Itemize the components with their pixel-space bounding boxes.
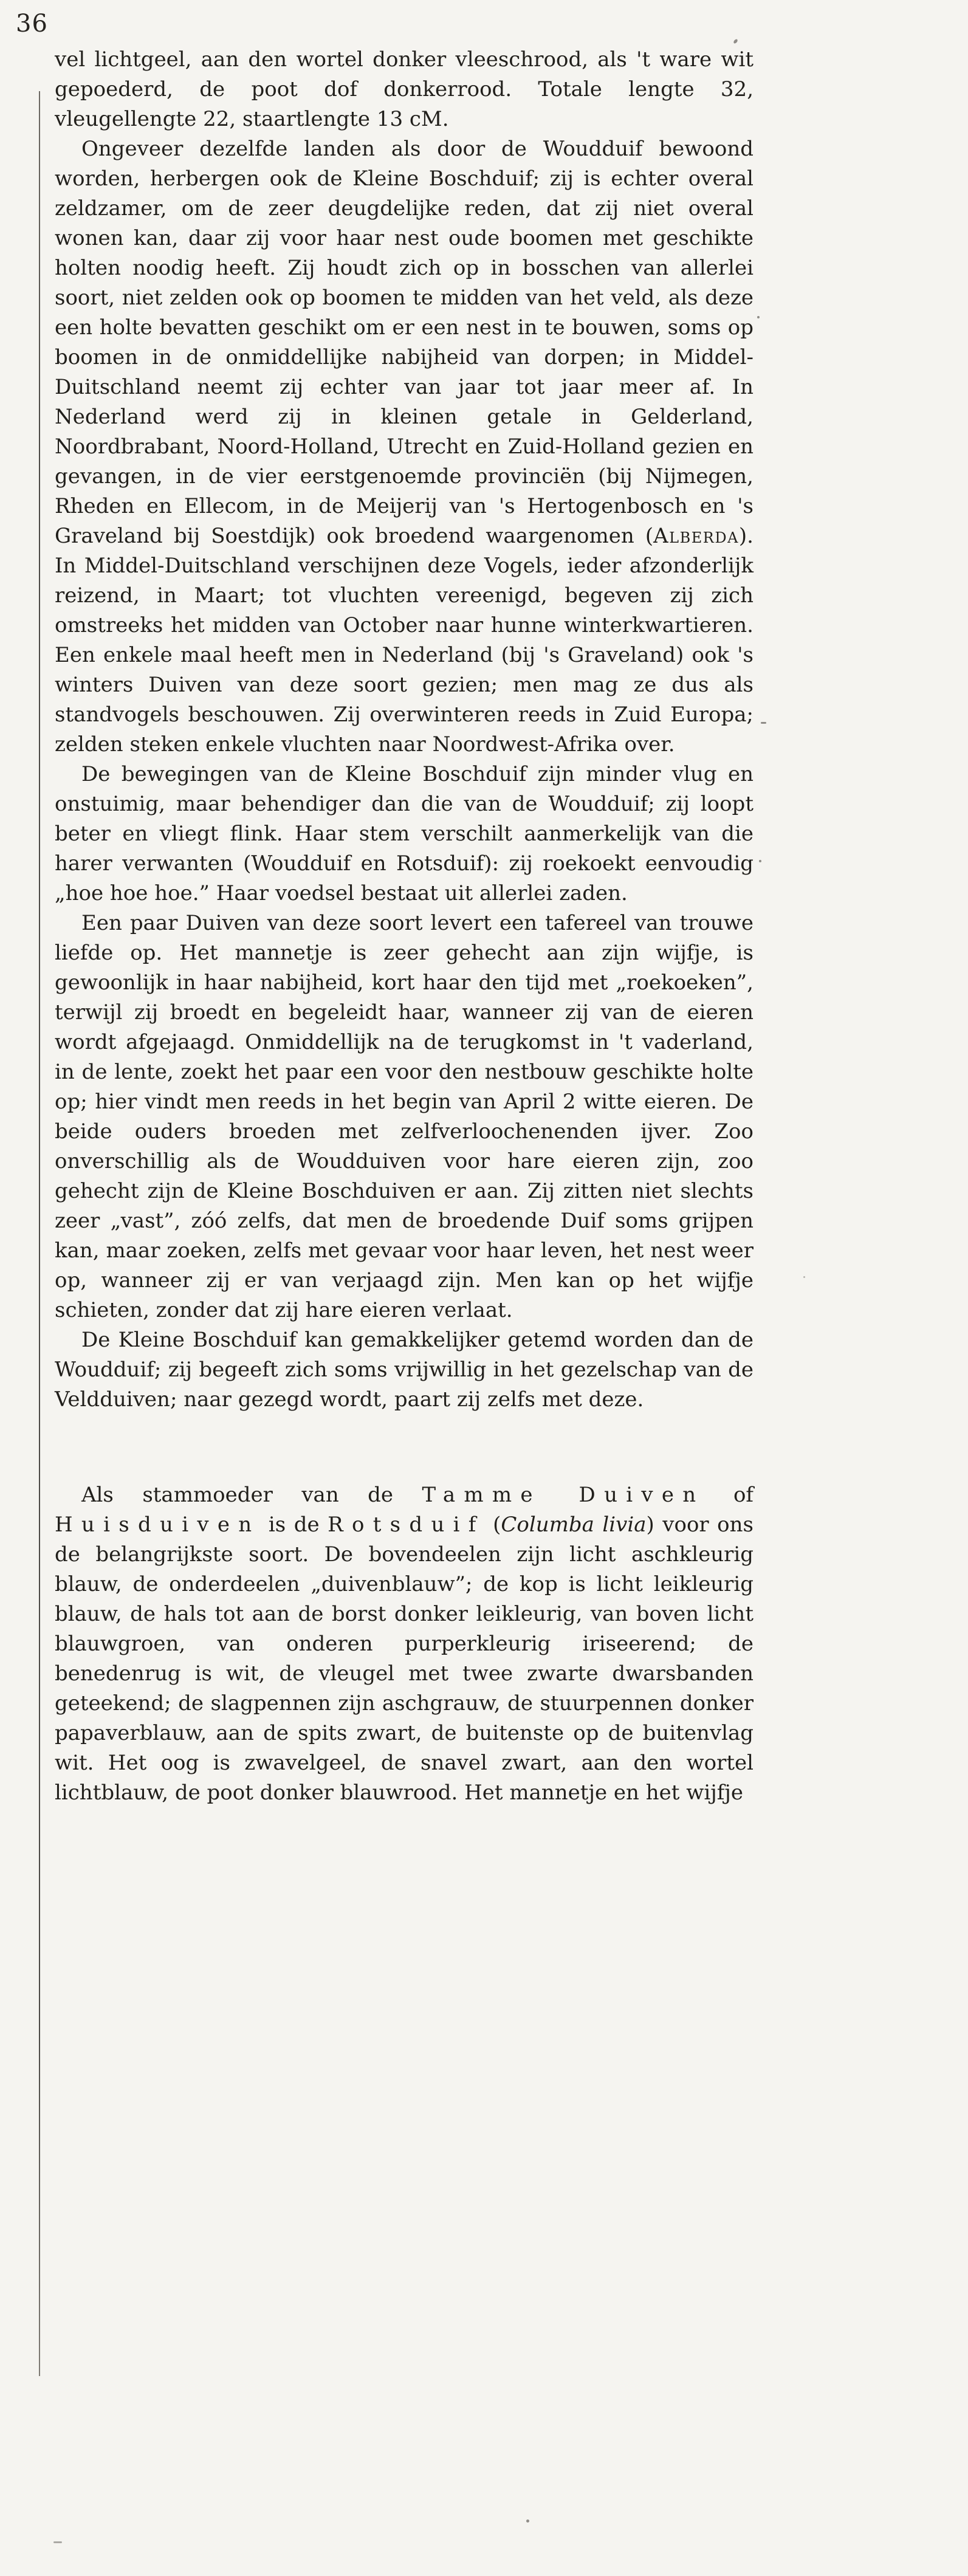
scan-speck xyxy=(803,1276,805,1278)
margin-rule xyxy=(39,91,40,2376)
text-run: ( xyxy=(484,1513,501,1537)
person-name: Alberda xyxy=(653,524,739,548)
paragraph xyxy=(55,1480,753,1808)
scan-speck xyxy=(757,316,760,318)
scan-speck xyxy=(759,860,761,862)
scan-speck xyxy=(526,2519,529,2523)
page-number: 36 xyxy=(16,10,48,38)
text-run: Ongeveer dezelfde landen als door de Woudduif bewoond worden, herbergen ook de Kleine Boschduif; zij is echter overal zeldzamer, om de zeer deugdelijke reden, dat zij niet overal wonen kan, daar zij voor haar nest oude boomen met geschikte holten noodig heeft. Zij houdt zich op in bosschen van allerlei soort, niet zelden ook op boomen te midden van het veld, als deze een holte bevatten geschikt om er een nest in te bouwen, soms op boomen in de onmiddellijke nabijheid van dorpen; in Middel-Duitschland neemt zij echter van jaar tot jaar meer af. In Nederland werd zij in kleinen getale in Gelderland, Noordbrabant, Noord-Holland, Utrecht en Zuid-Holland gezien en gevangen, in de vier eerstgenoemde provinciën (bij Nijmegen, Rheden en Ellecom, in de Meijerij van 's Hertogenbosch en 's Graveland bij Soestdijk) ook broedend waargenomen ( xyxy=(55,137,753,548)
paragraph xyxy=(55,908,753,1325)
emphasized-term: Tamme Duiven xyxy=(422,1483,705,1507)
species-name: Columba livia xyxy=(501,1513,647,1537)
text-run: vel lichtgeel, aan den wortel donker vleeschrood, als 't ware wit gepoederd, de poot dof donkerrood. Totale lengte 32, vleugellengte 22, staartlengte 13 cM. xyxy=(55,47,753,131)
paragraph xyxy=(55,134,753,760)
text-run: ) voor ons de belangrijkste soort. De bovendeelen zijn licht aschkleurig blauw, de onderdeelen „duivenblauw”; de kop is licht leikleurig blauw, de hals tot aan de borst donker leikleurig, van boven licht blauwgroen, van onderen purperkleurig iriseerend; de benedenrug is wit, de vleugel met twee zwarte dwarsbanden geteekend; de slagpennen zijn aschgrauw, de stuurpennen donker papaverblauw, aan de spits zwart, de buitenste op de buitenvlag wit. Het oog is zwavelgeel, de snavel zwart, aan den wortel lichtblauw, de poot donker blauwrood. Het mannetje en het wijfje xyxy=(55,1513,753,1805)
scan-speck xyxy=(733,38,738,44)
emphasized-term: Huisduiven xyxy=(55,1513,261,1537)
emphasized-term: Rotsduif xyxy=(328,1513,485,1537)
text-run: Als stammoeder van de xyxy=(81,1483,422,1507)
scan-speck xyxy=(761,722,766,724)
text-block xyxy=(55,45,753,1808)
text-run: De bewegingen van de Kleine Boschduif zijn minder vlug en onstuimig, maar behendiger dan die van de Woudduif; zij loopt beter en vliegt flink. Haar stem verschilt aanmerkelijk van die harer verwanten (Woudduif en Rotsduif): zij roekoekt eenvoudig „hoe hoe hoe.” Haar voedsel bestaat uit allerlei zaden. xyxy=(55,762,753,905)
paragraph xyxy=(55,760,753,908)
text-run: ). In Middel-Duitschland verschijnen deze Vogels, ieder afzonderlijk reizend, in Maart; tot vluchten vereenigd, begeven zij zich omstreeks het midden van October naar hunne winterkwartieren. Een enkele maal heeft men in Nederland (bij 's Graveland) ook 's winters Duiven van deze soort gezien; men mag ze dus als standvogels beschouwen. Zij overwinteren reeds in Zuid Europa; zelden steken enkele vluchten naar Noordwest-Afrika over. xyxy=(55,524,753,757)
text-run: De Kleine Boschduif kan gemakkelijker getemd worden dan de Woudduif; zij begeeft zich soms vrijwillig in het gezelschap van de Veldduiven; naar gezegd wordt, paart zij zelfs met deze. xyxy=(55,1328,753,1412)
text-run: is de xyxy=(260,1513,328,1537)
paragraph xyxy=(55,45,753,134)
scan-speck xyxy=(53,2541,62,2543)
text-run: Een paar Duiven van deze soort levert een tafereel van trouwe liefde op. Het mannetje is zeer gehecht aan zijn wijfje, is gewoonlijk in haar nabijheid, kort haar den tijd met „roekoeken”, terwijl zij broedt en begeleidt haar, wanneer zij van de eieren wordt afgejaagd. Onmiddellijk na de terugkomst in 't vaderland, in de lente, zoekt het paar een voor den nestbouw geschikte holte op; hier vindt men reeds in het begin van April 2 witte eieren. De beide ouders broeden met zelfverloochenenden ijver. Zoo onverschillig als de Woudduiven voor hare eieren zijn, zoo gehecht zijn de Kleine Boschduiven er aan. Zij zitten niet slechts zeer „vast”, zóó zelfs, dat men de broedende Duif soms grijpen kan, maar zoeken, zelfs met gevaar voor haar leven, het nest weer op, wanneer zij er van verjaagd zijn. Men kan op het wijfje schieten, zonder dat zij hare eieren verlaat. xyxy=(55,911,753,1322)
paragraph xyxy=(55,1325,753,1415)
text-run: of xyxy=(704,1483,753,1507)
